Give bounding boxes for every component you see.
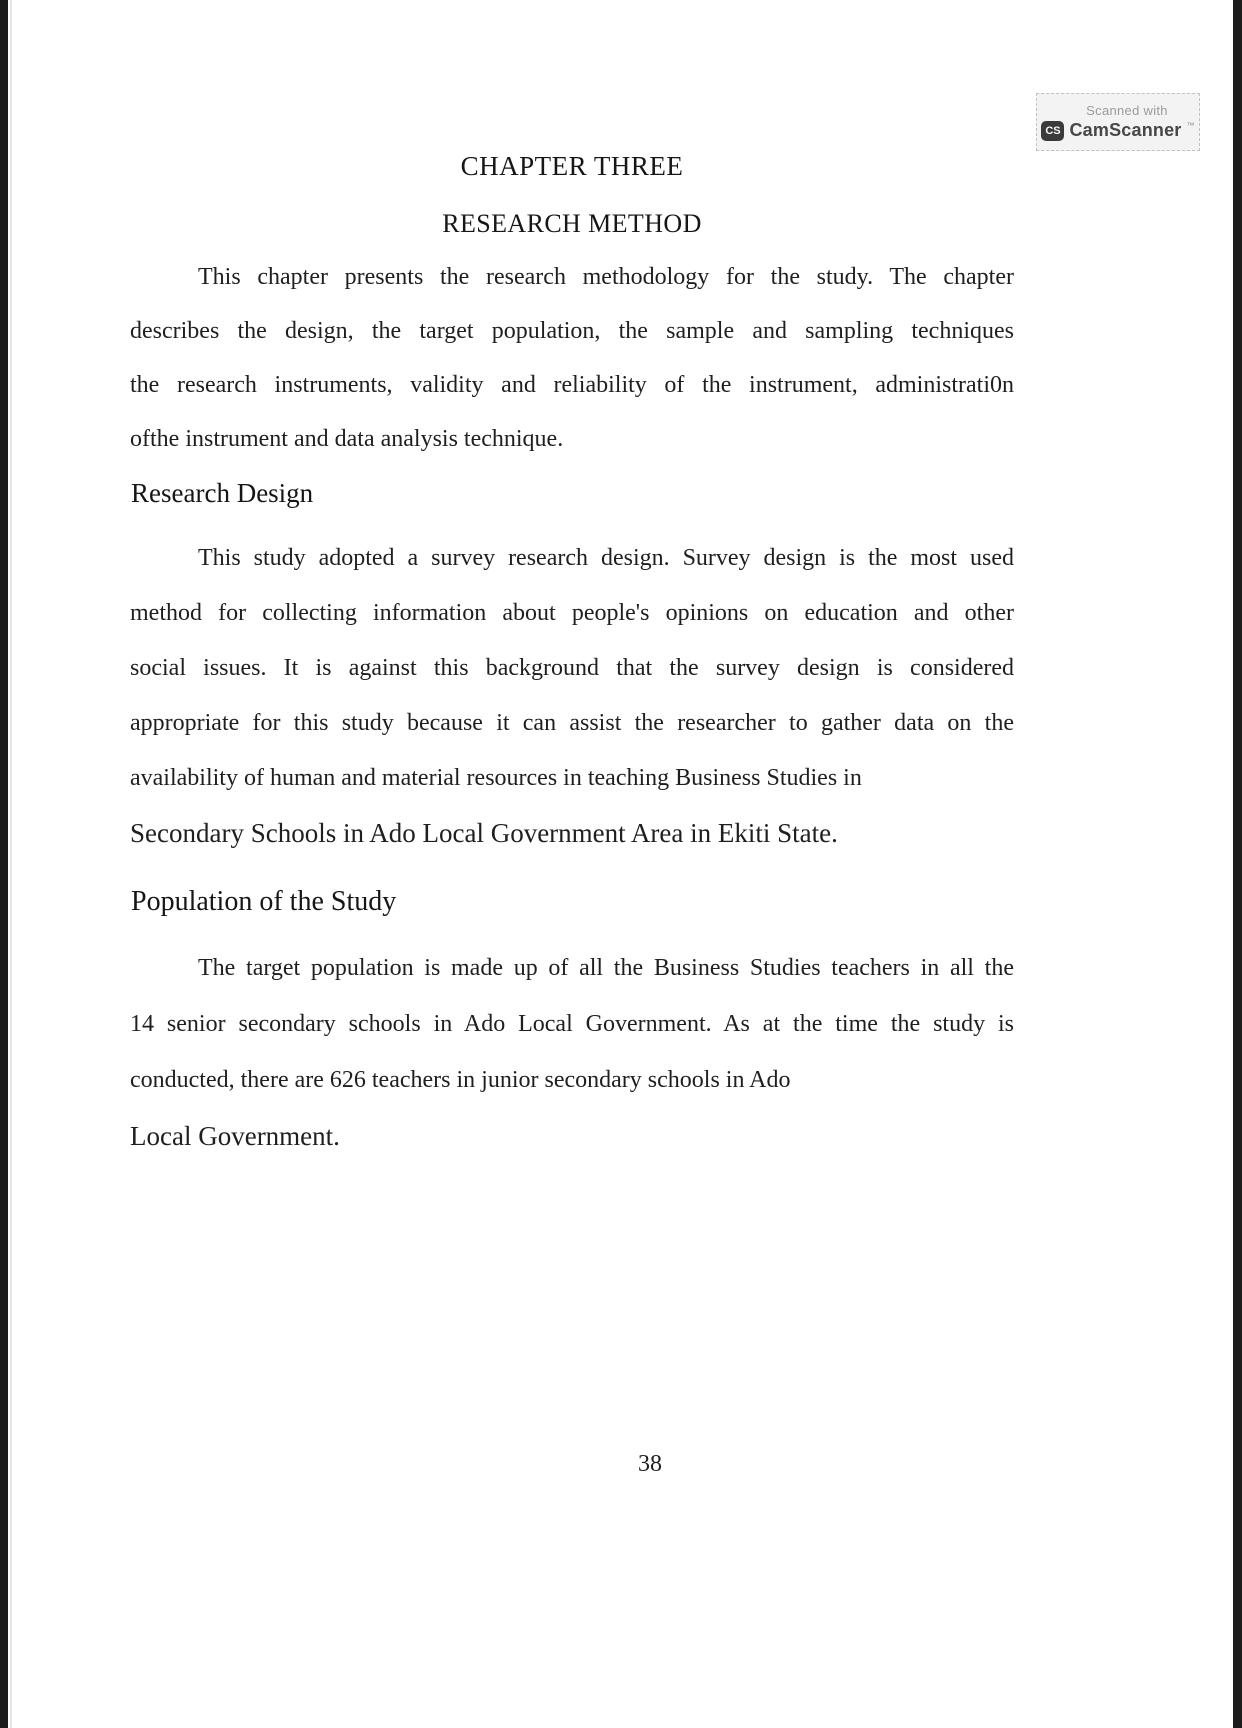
section-heading-research-design: Research Design (131, 478, 314, 508)
text-line: Local Government. (130, 1121, 340, 1151)
text-line: This study adopted a survey research design. Survey design is the most used (198, 545, 1014, 571)
page-edge-shadow (10, 0, 12, 1728)
text-line: the research instruments, validity and reliability of the instrument, administrati0n (130, 372, 1014, 398)
camscanner-badge (1036, 93, 1200, 151)
left-scan-edge (0, 0, 8, 1728)
scanned-with-label: Scanned with (1086, 103, 1168, 118)
text-line: method for collecting information about people's opinions on education and other (130, 600, 1014, 626)
text-line: conducted, there are 626 teachers in junior secondary schools in Ado (130, 1067, 791, 1093)
text-line: 14 senior secondary schools in Ado Local Government. As at the time the study is (130, 1011, 1014, 1037)
population-paragraph (130, 940, 1014, 1164)
text-line: This chapter presents the research methodology for the study. The chapter (198, 264, 1014, 290)
camscanner-icon: CS (1041, 121, 1064, 141)
right-scan-edge (1233, 0, 1242, 1728)
page-number: 38 (638, 1451, 662, 1477)
camscanner-brand-row (1041, 120, 1194, 141)
chapter-subheading: RESEARCH METHOD (442, 209, 702, 238)
text-line: The target population is made up of all the Business Studies teachers in all the (198, 955, 1014, 981)
text-line: Secondary Schools in Ado Local Government Area in Ekiti State. (130, 818, 838, 848)
section-heading-population: Population of the Study (131, 886, 397, 917)
text-line: ofthe instrument and data analysis technique. (130, 426, 564, 452)
text-line: availability of human and material resources in teaching Business Studies in (130, 765, 862, 791)
trademark-symbol: ™ (1186, 121, 1195, 130)
text-line: appropriate for this study because it can assist the researcher to gather data on the (130, 710, 1014, 736)
text-line: describes the design, the target population, the sample and sampling techniques (130, 318, 1014, 344)
research-design-paragraph (130, 531, 1014, 861)
text-line: social issues. It is against this background that the survey design is considered (130, 655, 1014, 681)
intro-paragraph (130, 250, 1014, 466)
camscanner-brand-label: CamScanner (1069, 120, 1182, 140)
chapter-heading: CHAPTER THREE (460, 151, 684, 181)
